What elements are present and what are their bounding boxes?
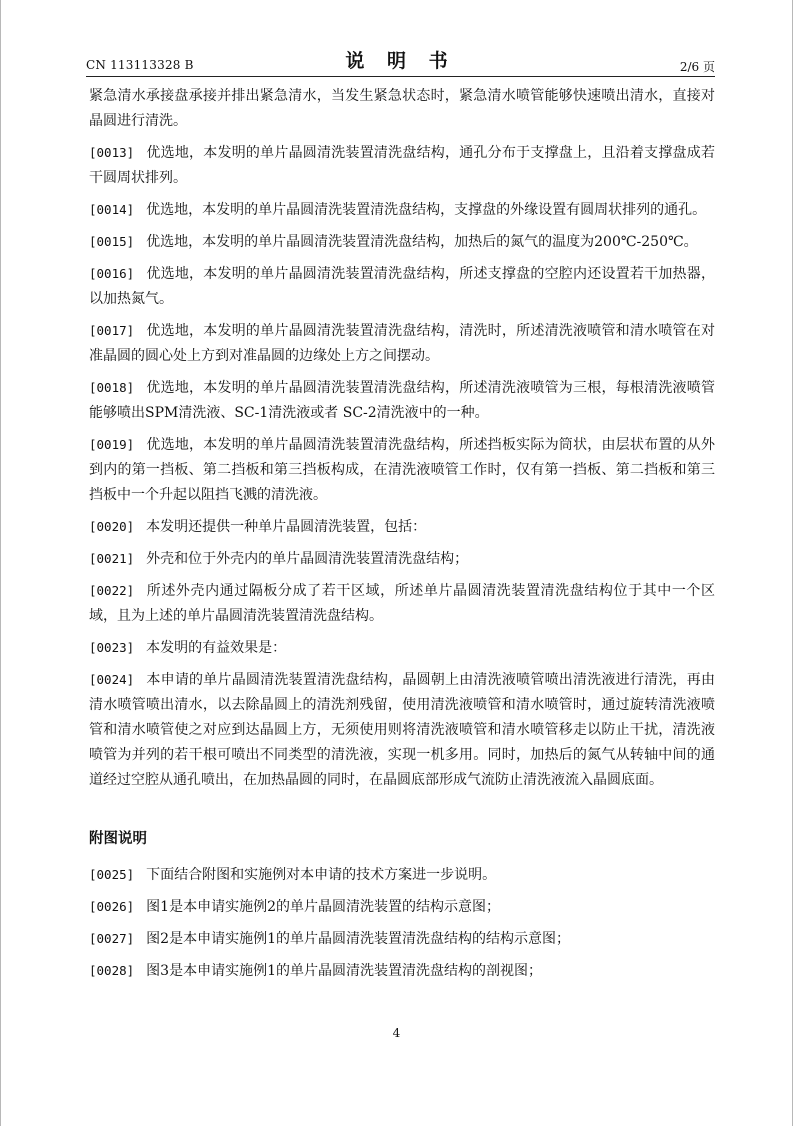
paragraph-text: 下面结合附图和实施例对本申请的技术方案进一步说明。 bbox=[146, 867, 497, 883]
paragraph-number: [0023] bbox=[89, 640, 135, 655]
paragraph bbox=[89, 140, 715, 191]
paragraph-number: [0024] bbox=[89, 672, 135, 687]
paragraph bbox=[89, 862, 715, 888]
paragraph-text: 紧急清水承接盘承接并排出紧急清水，当发生紧急状态时，紧急清水喷管能够快速喷出清水，直接对晶圆进行清洗。 bbox=[89, 88, 715, 129]
paragraph-number: [0017] bbox=[89, 323, 135, 338]
paragraph-text: 本申请的单片晶圆清洗装置清洗盘结构，晶圆朝上由清洗液喷管喷出清洗液进行清洗，再由清水喷管喷出清水，以去除晶圆上的清洗剂残留，使用清洗液喷管和清水喷管时，通过旋转清洗液喷管和清水喷管使之对应到达晶圆上方，无须使用则将清洗液喷管和清水喷管移走以防止干扰，清洗液喷管为并列的若干根可喷出不同类型的清洗液，实现一机多用。同时，加热后的氮气从转轴中间的通道经过空腔从通孔喷出，在加热晶圆的同时，在晶圆底部形成气流防止清洗液流入晶圆底面。 bbox=[89, 672, 715, 788]
paragraph-number: [0015] bbox=[89, 234, 135, 249]
paragraph-text: 优选地，本发明的单片晶圆清洗装置清洗盘结构，支撑盘的外缘设置有圆周状排列的通孔。 bbox=[146, 202, 707, 218]
paragraph bbox=[89, 546, 715, 572]
paragraph bbox=[89, 926, 715, 952]
paragraph-number: [0022] bbox=[89, 583, 135, 598]
paragraph-number: [0027] bbox=[89, 931, 135, 946]
paragraph-number: [0026] bbox=[89, 899, 135, 914]
paragraph-text: 优选地，本发明的单片晶圆清洗装置清洗盘结构，所述挡板实际为筒状，由层状布置的从外到内的第一挡板、第二挡板和第三挡板构成，在清洗液喷管工作时，仅有第一挡板、第二挡板和第三挡板中一个升起以阻挡飞溅的清洗液。 bbox=[89, 437, 715, 503]
paragraph-number: [0025] bbox=[89, 867, 135, 882]
paragraph bbox=[89, 84, 715, 134]
paragraph-number: [0021] bbox=[89, 551, 135, 566]
paragraph-text: 本发明的有益效果是： bbox=[146, 640, 287, 656]
paragraph-text: 外壳和位于外壳内的单片晶圆清洗装置清洗盘结构； bbox=[146, 551, 469, 567]
patent-number: CN 113113328 B bbox=[86, 58, 194, 72]
paragraph-number: [0013] bbox=[89, 145, 135, 160]
page-indicator: 2/6 页 bbox=[679, 60, 715, 74]
paragraph-list bbox=[89, 84, 715, 793]
section-title: 附图说明 bbox=[89, 831, 147, 847]
paragraph bbox=[89, 578, 715, 629]
paragraph-text: 优选地，本发明的单片晶圆清洗装置清洗盘结构，通孔分布于支撑盘上，且沿着支撑盘成若干圆周状排列。 bbox=[89, 145, 715, 186]
paragraph-number: [0019] bbox=[89, 437, 135, 452]
paragraph bbox=[89, 514, 715, 540]
paragraph-text: 本发明还提供一种单片晶圆清洗装置，包括： bbox=[146, 519, 427, 535]
document-title: 说 明 书 bbox=[345, 50, 456, 72]
paragraph-number: [0028] bbox=[89, 963, 135, 978]
paragraph bbox=[89, 635, 715, 661]
paragraph-text: 优选地，本发明的单片晶圆清洗装置清洗盘结构，清洗时，所述清洗液喷管和清水喷管在对准晶圆的圆心处上方到对准晶圆的边缘处上方之间摆动。 bbox=[89, 323, 715, 364]
paragraph-text: 优选地，本发明的单片晶圆清洗装置清洗盘结构，加热后的氮气的温度为200℃-250℃。 bbox=[146, 234, 698, 250]
paragraph-number: [0018] bbox=[89, 380, 135, 395]
page-number: 4 bbox=[392, 1026, 401, 1040]
paragraph bbox=[89, 667, 715, 793]
paragraph-text: 优选地，本发明的单片晶圆清洗装置清洗盘结构，所述清洗液喷管为三根，每根清洗液喷管能够喷出SPM清洗液、SC-1清洗液或者 SC-2清洗液中的一种。 bbox=[89, 380, 715, 421]
page-border-left bbox=[0, 0, 1, 1126]
document-body bbox=[89, 84, 715, 990]
paragraph-text: 图3是本申请实施例1的单片晶圆清洗装置清洗盘结构的剖视图； bbox=[146, 963, 542, 979]
paragraph-text: 图1是本申请实施例2的单片晶圆清洗装置的结构示意图； bbox=[146, 899, 500, 915]
paragraph bbox=[89, 197, 715, 223]
paragraph-number: [0016] bbox=[89, 266, 135, 281]
page-header bbox=[86, 46, 715, 78]
paragraph-text: 图2是本申请实施例1的单片晶圆清洗装置清洗盘结构的结构示意图； bbox=[146, 931, 570, 947]
paragraph-number: [0020] bbox=[89, 519, 135, 534]
paragraph bbox=[89, 958, 715, 984]
paragraph-text: 所述外壳内通过隔板分成了若干区域，所述单片晶圆清洗装置清洗盘结构位于其中一个区域，且为上述的单片晶圆清洗装置清洗盘结构。 bbox=[89, 583, 715, 624]
paragraph bbox=[89, 375, 715, 426]
paragraph bbox=[89, 894, 715, 920]
header-rule bbox=[86, 76, 715, 77]
paragraph-text: 优选地，本发明的单片晶圆清洗装置清洗盘结构，所述支撑盘的空腔内还设置若干加热器，以加热氮气。 bbox=[89, 266, 715, 307]
figure-paragraph-list bbox=[89, 862, 715, 984]
paragraph bbox=[89, 432, 715, 508]
paragraph bbox=[89, 261, 715, 312]
paragraph bbox=[89, 318, 715, 369]
paragraph bbox=[89, 229, 715, 255]
paragraph-number: [0014] bbox=[89, 202, 135, 217]
